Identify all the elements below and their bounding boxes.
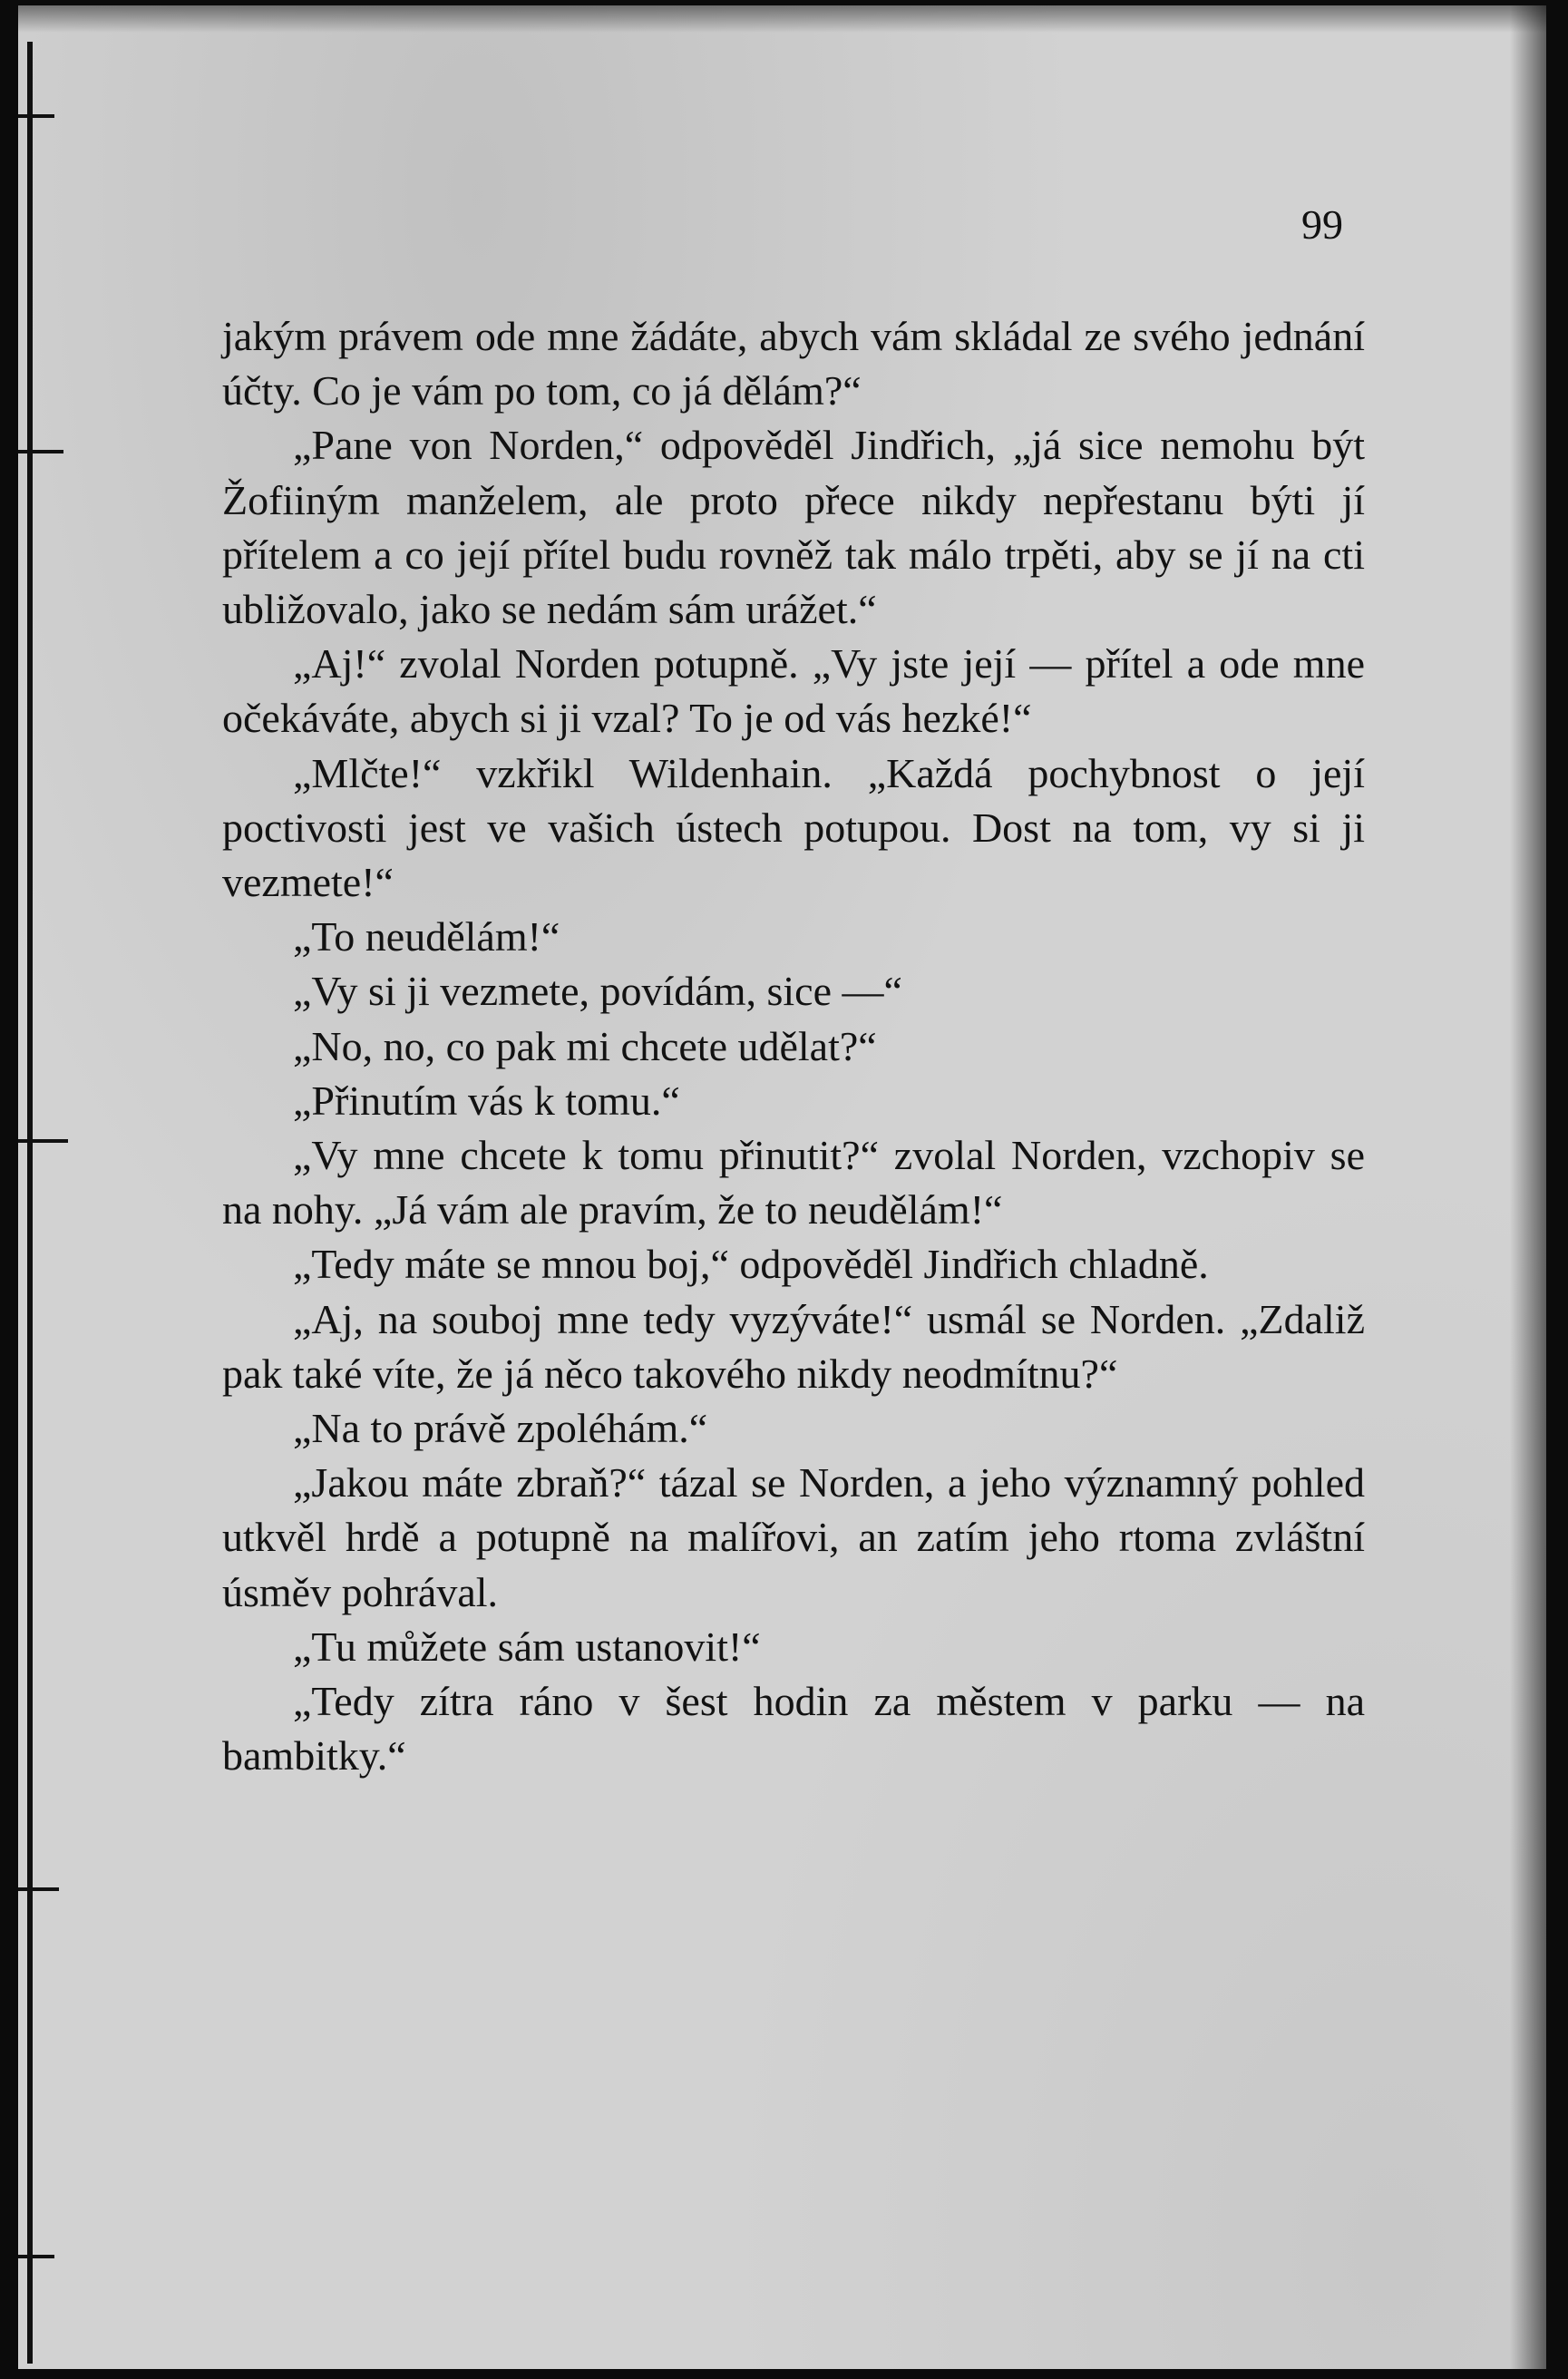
binding-tick — [18, 1139, 68, 1143]
body-text — [222, 309, 1365, 1783]
page-number: 99 — [1301, 201, 1343, 248]
paragraph: „Tedy zítra ráno v šest hodin za městem v parku — na bambitky.“ — [222, 1678, 1365, 1779]
paragraph: „Vy si ji vezmete, povídám, sice —“ — [293, 968, 902, 1015]
paragraph: „No, no, co pak mi chcete udělat?“ — [293, 1022, 877, 1069]
paragraph: „Aj, na souboj mne tedy vyzýváte!“ usmál se Norden. „Zdaliž pak také víte, že já něco takového nikdy neodmítnu?“ — [222, 1295, 1365, 1397]
page-right-shadow — [1510, 5, 1546, 2369]
binding-tick — [18, 450, 63, 453]
page-top-shadow — [18, 5, 1546, 33]
binding-tick — [18, 2255, 54, 2258]
paragraph: „Na to právě zpoléhám.“ — [293, 1405, 708, 1452]
book-page — [18, 5, 1546, 2369]
paragraph: „To neudělám!“ — [293, 913, 560, 960]
paragraph: „Tu můžete sám ustanovit!“ — [293, 1623, 761, 1670]
paragraph: jakým právem ode mne žádáte, abych vám skládal ze svého jednání účty. Co je vám po tom, co já dělám?“ — [222, 313, 1365, 414]
paragraph: „Tedy máte se mnou boj,“ odpověděl Jindřich chladně. — [293, 1241, 1209, 1288]
paragraph: „Jakou máte zbraň?“ tázal se Norden, a jeho významný pohled utkvěl hrdě a potupně na malířovi, an zatím jeho rtoma zvláštní úsměv pohrával. — [222, 1459, 1365, 1615]
binding-edge-rule — [27, 42, 33, 2364]
paragraph: „Pane von Norden,“ odpověděl Jindřich, „já sice nemohu být Žofiiným manželem, ale proto přece nikdy nepřestanu býti jí přítelem a co její přítel budu rovněž tak málo trpěti, aby se jí na cti ubližovalo, jako se nedám sám urážet.“ — [222, 422, 1365, 633]
paragraph: „Vy mne chcete k tomu přinutit?“ zvolal Norden, vzchopiv se na nohy. „Já vám ale pravím, že to neudělám!“ — [222, 1132, 1365, 1233]
binding-tick — [18, 1887, 59, 1891]
paragraph: „Aj!“ zvolal Norden potupně. „Vy jste její — přítel a ode mne očekáváte, abych si ji vzal? To je od vás hezké!“ — [222, 640, 1365, 742]
binding-tick — [18, 114, 54, 118]
paragraph: „Mlčte!“ vzkřikl Wildenhain. „Každá pochybnost o její poctivosti jest ve vašich ústech potupou. Dost na tom, vy si ji vezmete!“ — [222, 749, 1365, 906]
paragraph: „Přinutím vás k tomu.“ — [293, 1077, 680, 1124]
